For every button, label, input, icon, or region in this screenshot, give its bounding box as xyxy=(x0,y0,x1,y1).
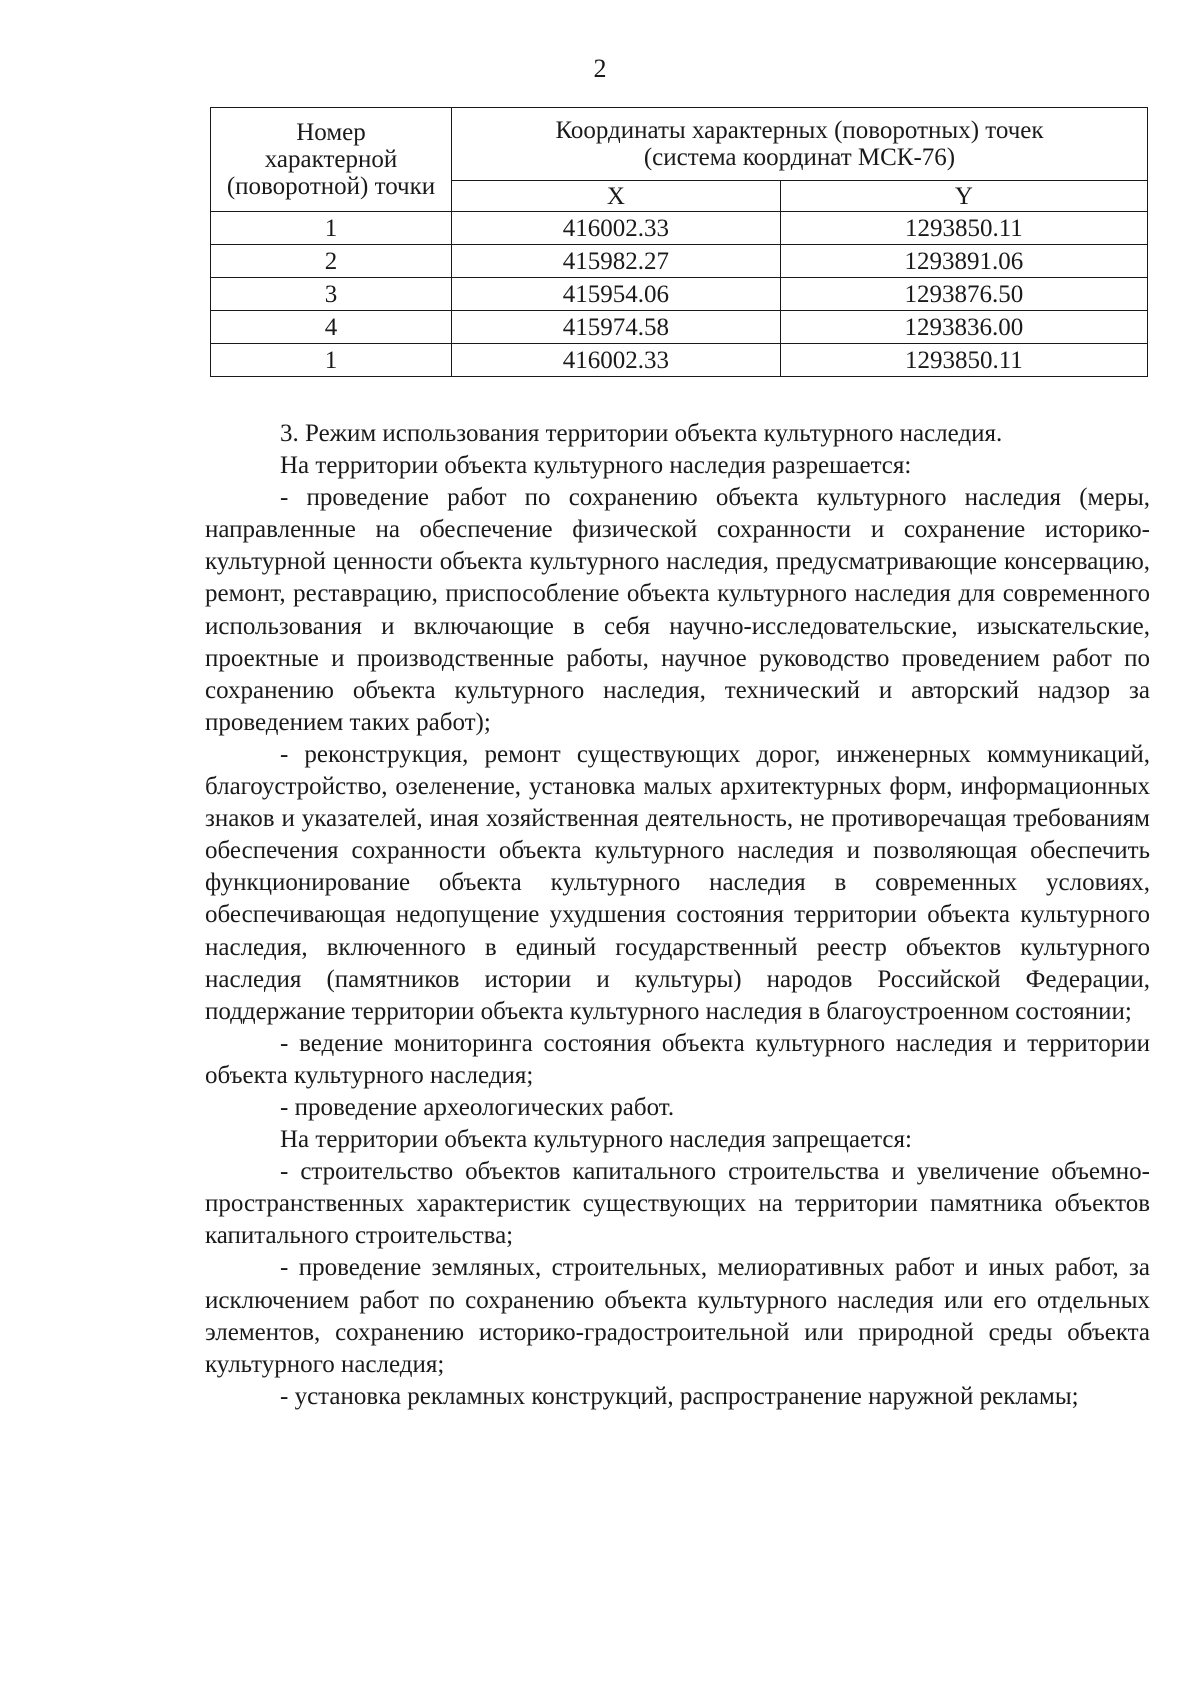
list-item-allowed: - проведение археологических работ. xyxy=(280,1093,675,1121)
section-heading: 3. Режим использования территории объекта культурного наследия. xyxy=(280,420,1003,447)
table-row xyxy=(211,344,1148,377)
coordinates-table xyxy=(210,107,1148,377)
cell-x: 416002.33 xyxy=(452,212,781,245)
cell-point: 3 xyxy=(211,278,452,311)
paragraph-prohibited-intro: На территории объекта культурного наследия запрещается: xyxy=(280,1126,912,1154)
cell-y: 1293891.06 xyxy=(780,245,1147,278)
page-number: 2 xyxy=(593,54,607,83)
cell-x: 415982.27 xyxy=(452,245,781,278)
header-point-number-line: (поворотной) точки xyxy=(226,173,436,200)
header-point-number xyxy=(211,108,452,212)
cell-point: 1 xyxy=(211,344,452,377)
header-point-number-line: Номер xyxy=(296,119,366,146)
header-point-number-line: характерной xyxy=(264,146,398,173)
cell-point: 4 xyxy=(211,311,452,344)
list-item-allowed: - реконструкция, ремонт существующих дорог, инженерных коммуникаций, благоустройство, озеленение, установка малых архитектурных форм, информационных знаков и указателей, иная хозяйственная деятельность, не противоречащая требованиям обеспечения сохранности объекта культурного наследия и позволяющая обеспечить функционирование объекта культурного наследия в современных условиях, обеспечивающая недопущение ухудшения состояния территории объекта культурного наследия, включенного в единый государственный реестр объектов культурного наследия (памятников истории и культуры) народов Российской Федерации, поддержание территории объекта культурного наследия в благоустроенном состоянии; xyxy=(205,740,1150,1025)
header-y: Y xyxy=(780,181,1147,212)
cell-y: 1293850.11 xyxy=(780,344,1147,377)
list-item-prohibited: - установка рекламных конструкций, распространение наружной рекламы; xyxy=(280,1382,1079,1410)
table-row xyxy=(211,245,1148,278)
header-coordinates-line: Координаты характерных (поворотных) точек xyxy=(555,117,1044,144)
cell-point: 2 xyxy=(211,245,452,278)
list-item-allowed: - ведение мониторинга состояния объекта культурного наследия и территории объекта культурного наследия; xyxy=(205,1029,1150,1089)
body-text xyxy=(205,418,1150,1413)
cell-y: 1293850.11 xyxy=(780,212,1147,245)
cell-x: 415954.06 xyxy=(452,278,781,311)
table-row xyxy=(211,311,1148,344)
cell-x: 415974.58 xyxy=(452,311,781,344)
cell-y: 1293836.00 xyxy=(780,311,1147,344)
list-item-prohibited: - проведение земляных, строительных, мелиоративных работ и иных работ, за исключением работ по сохранению объекта культурного наследия или его отдельных элементов, сохранению историко-градостроительной или природной среды объекта культурного наследия; xyxy=(205,1254,1150,1378)
header-coordinates xyxy=(452,108,1148,181)
header-coordinates-line: (система координат МСК-76) xyxy=(643,144,956,171)
paragraph-allowed-intro: На территории объекта культурного наследия разрешается: xyxy=(280,452,912,480)
table-header-row xyxy=(211,108,1148,181)
cell-point: 1 xyxy=(211,212,452,245)
header-x: X xyxy=(452,181,781,212)
table-row xyxy=(211,278,1148,311)
list-item-prohibited: - строительство объектов капитального строительства и увеличение объемно-пространственных характеристик существующих на территории памятника объектов капитального строительства; xyxy=(205,1158,1150,1250)
table-row xyxy=(211,212,1148,245)
cell-x: 416002.33 xyxy=(452,344,781,377)
list-item-allowed: - проведение работ по сохранению объекта культурного наследия (меры, направленные на обеспечение физической сохранности и сохранение историко-культурной ценности объекта культурного наследия, предусматривающие консервацию, ремонт, реставрацию, приспособление объекта культурного наследия для современного использования и включающие в себя научно-исследовательские, изыскательские, проектные и производственные работы, научное руководство проведением работ по сохранению объекта культурного наследия, технический и авторский надзор за проведением таких работ); xyxy=(205,484,1150,736)
cell-y: 1293876.50 xyxy=(780,278,1147,311)
